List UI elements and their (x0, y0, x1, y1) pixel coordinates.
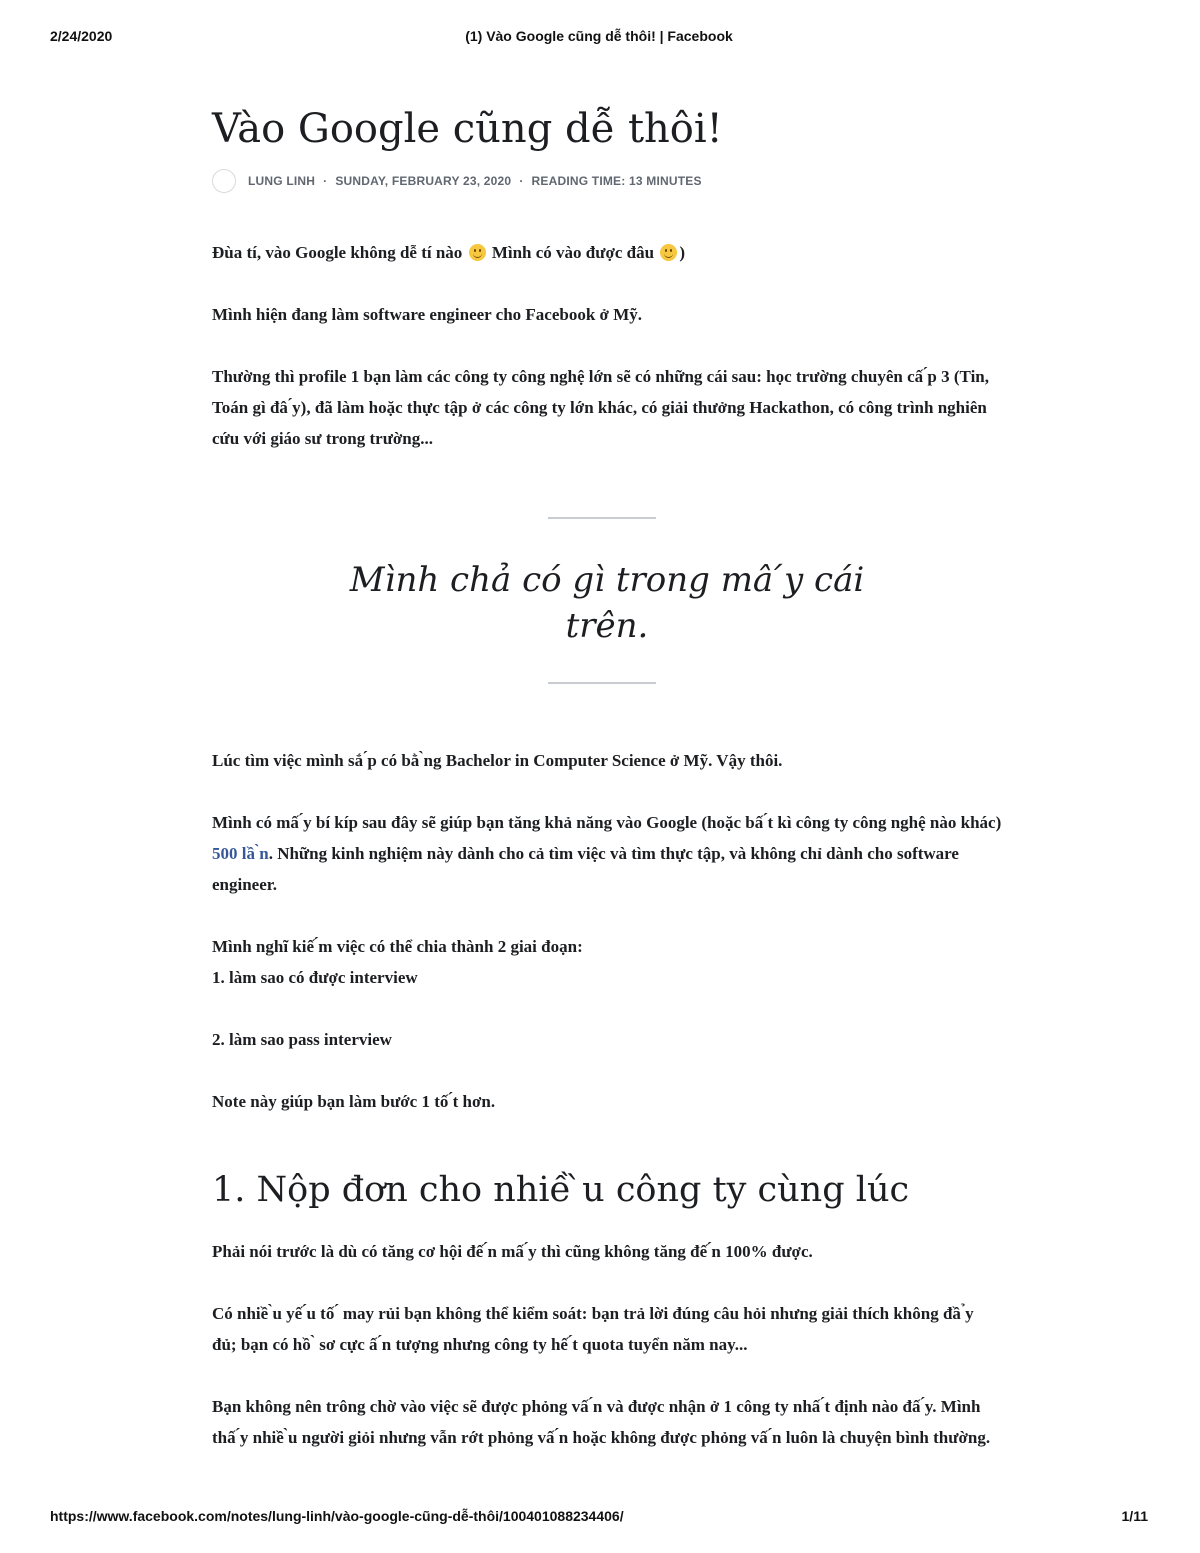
quote-divider-bottom (548, 682, 656, 684)
paragraph-10: Bạn không nên trông chờ vào việc sẽ được phỏng vấ ́n và được nhận ở 1 công ty nhấ ́t định nào đấ ́y. Mình thấ ́y nhiề ̀u người giỏi nhưng vẫn rớt phỏng vấ ́n hoặc không được phỏng vấ ́n luôn là chuyện bình thường. (212, 1397, 991, 1447)
paragraph-9: Có nhiề ̀u yế ́u tố ́ may rủi bạn không thể kiểm soát: bạn trả lời đúng câu hỏi nhưng giải thích không đầ ̉y đủ; bạn có hồ ̀ sơ cực ấ ́n tượng nhưng công ty hế ́t quota tuyển năm nay... (212, 1304, 974, 1354)
intro-text-2: Mình có vào được đâu (491, 243, 655, 262)
note-title: Vào Google cũng dễ thôi! (212, 106, 723, 152)
print-url: https://www.facebook.com/notes/lung-linh/vào-google-cũng-dễ-thôi/100401088234406/ (50, 1508, 624, 1524)
note-meta (212, 168, 1002, 194)
smile-emoji-icon (660, 244, 677, 261)
meta-separator: · (323, 174, 328, 188)
paragraph-3: Lúc tìm việc mình sắ ́p có bằ ̀ng Bachelor in Computer Science ở Mỹ. Vậy thôi. (212, 751, 783, 770)
paragraph-7: Note này giúp bạn làm bước 1 tố ́t hơn. (212, 1092, 496, 1111)
intro-text-end: ) (679, 243, 685, 262)
pull-quote (212, 557, 1002, 649)
paragraph-5 (212, 931, 1002, 993)
intro-paragraph (212, 237, 1002, 268)
intro-text-1: Đùa tí, vào Google không dễ tí nào (212, 243, 463, 262)
print-footer (50, 1508, 1148, 1528)
note-date: SUNDAY, FEBRUARY 23, 2020 (335, 174, 512, 188)
paragraph-2: Thường thì profile 1 bạn làm các công ty công nghệ lớn sẽ có những cái sau: học trường chuyên cấ ́p 3 (Tin, Toán gì đâ ́y), đã làm hoặc thực tập ở các công ty lớn khác, có giải thưởng Hackathon, có công trình nghiên cứu với giáo sư trong trường... (212, 367, 990, 448)
paragraph-6: 2. làm sao pass interview (212, 1030, 392, 1049)
smile-emoji-icon (469, 244, 486, 261)
pull-quote-line-2: trên. (565, 606, 649, 646)
print-doc-title: (1) Vào Google cũng dễ thôi! | Facebook (465, 28, 733, 44)
print-header (50, 28, 1148, 48)
section-heading-1: 1. Nộp đơn cho nhiề ̀u công ty cùng lúc (212, 1170, 910, 1210)
paragraph-4-text-3: không chỉ dành cho software engineer. (212, 844, 959, 894)
print-date: 2/24/2020 (50, 28, 113, 44)
paragraph-1: Mình hiện đang làm software engineer cho Facebook ở Mỹ. (212, 305, 642, 324)
paragraph-8: Phải nói trước là dù có tăng cơ hội đế ́n mấ ́y thì cũng không tăng đế ́n 100% được. (212, 1242, 813, 1261)
pull-quote-line-1: Mình chả có gì trong mâ ́y cái (349, 560, 865, 600)
note-article (212, 100, 1002, 1453)
paragraph-4-text-2: . Những kinh nghiệm này dành cho cả tìm việc và tìm thực tập, và (268, 844, 747, 863)
inline-link[interactable]: 500 lầ ̀n (212, 844, 269, 863)
reading-time: READING TIME: 13 MINUTES (531, 174, 702, 188)
paragraph-5-line-2: 1. làm sao có được interview (212, 968, 418, 987)
meta-separator: · (519, 174, 524, 188)
paragraph-4-text-1: Mình có mấ ́y bí kíp sau đây sẽ giúp bạn tăng khả năng vào Google (hoặc bấ ́t kì công ty công nghệ nào khác) (212, 813, 1002, 832)
page-number: 1/11 (1121, 1508, 1148, 1524)
paragraph-5-line-1: Mình nghĩ kiế ́m việc có thể chia thành 2 giai đoạn: (212, 937, 583, 956)
author-name[interactable]: LUNG LINH (248, 174, 316, 188)
author-avatar[interactable] (212, 169, 236, 193)
quote-divider-top (548, 517, 656, 519)
paragraph-4 (212, 807, 1002, 900)
